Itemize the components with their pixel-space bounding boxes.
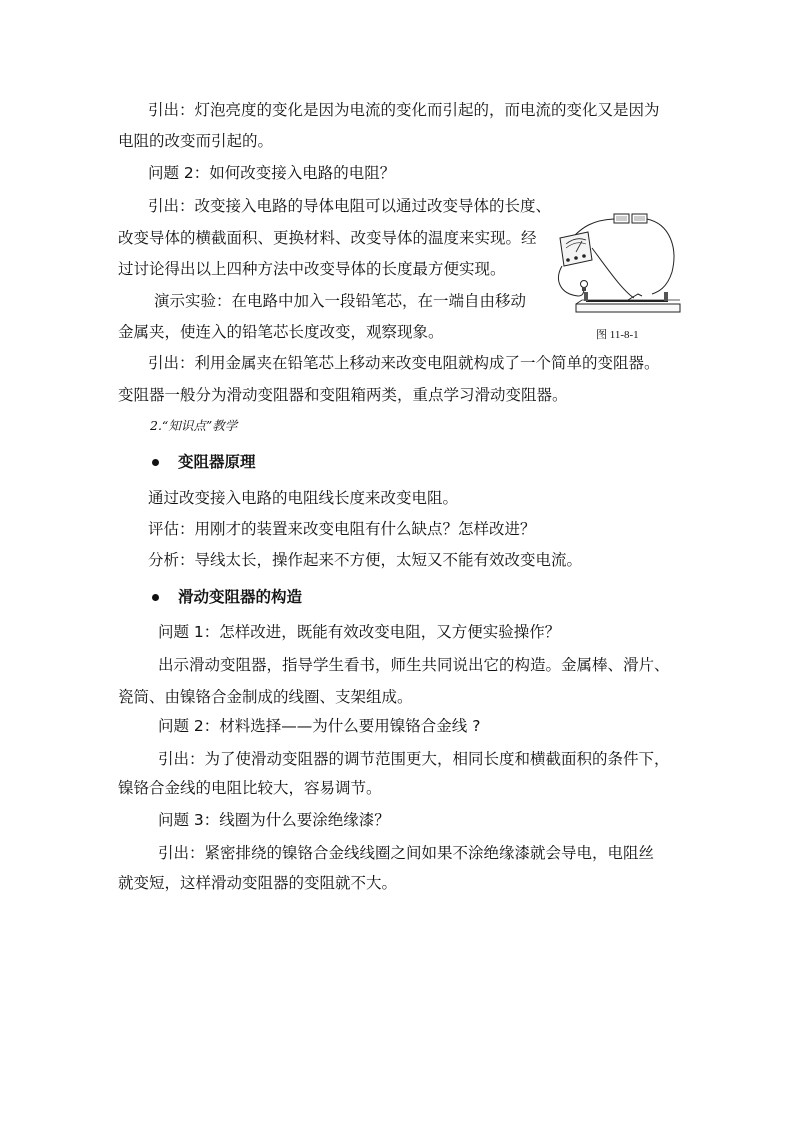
question-line: 问题 2：材料选择——为什么要用镍铬合金线 ? <box>158 717 481 735</box>
bulb-icon <box>581 281 588 292</box>
question-line: 问题 3：线圈为什么要涂绝缘漆？ <box>158 811 390 829</box>
paragraph-line: 电阻的改变而引起的。 <box>118 132 274 150</box>
paragraph-line: 镍铬合金线的电阻比较大，容易调节。 <box>118 779 382 797</box>
ammeter-icon <box>560 232 592 266</box>
section-heading: 滑动变阻器的构造 <box>178 588 303 606</box>
bullet-icon <box>152 594 159 601</box>
paragraph-line: 就变短，这样滑动变阻器的变阻就不大。 <box>118 874 398 892</box>
paragraph-line: 过讨论得出以上四种方法中改变导体的长度最方便实现。 <box>118 260 506 278</box>
paragraph-line: 分析：导线太长，操作起来不方便，太短又不能有效改变电流。 <box>148 551 583 569</box>
section-heading: 变阻器原理 <box>178 453 256 471</box>
paragraph-line: 引出：紧密排绕的镍铬合金线线圈之间如果不涂绝缘漆就会导电，电阻丝 <box>158 844 655 862</box>
paragraph-line: 出示滑动变阻器，指导学生看书，师生共同说出它的构造。金属棒、滑片、 <box>158 656 670 674</box>
question-line: 问题 1：怎样改进，既能有效改变电阻，又方便实验操作？ <box>158 623 561 641</box>
paragraph-line: 引出：改变接入电路的导体电阻可以通过改变导体的长度、 <box>148 197 552 215</box>
paragraph-line: 改变导体的横截面积、更换材料、改变导体的温度来实现。经 <box>118 229 537 247</box>
question-line: 问题 2：如何改变接入电路的电阻？ <box>148 164 396 182</box>
paragraph-line: 引出：利用金属夹在铅笔芯上移动来改变电阻就构成了一个简单的变阻器。 <box>148 354 660 372</box>
paragraph-line: 金属夹，使连入的铅笔芯长度改变，观察现象。 <box>118 323 444 341</box>
paragraph-line: 变阻器一般分为滑动变阻器和变阻箱两类，重点学习滑动变阻器。 <box>118 386 568 404</box>
handwritten-subtitle: 2.“知识点”教学 <box>150 418 238 433</box>
paragraph-line: 通过改变接入电路的电阻线长度来改变电阻。 <box>148 489 459 507</box>
paragraph-line: 引出：灯泡亮度的变化是因为电流的变化而引起的，而电流的变化又是因为 <box>148 101 660 119</box>
paragraph-line: 演示实验：在电路中加入一段铅笔芯，在一端自由移动 <box>154 292 527 310</box>
figure-caption: 图 11-8-1 <box>596 329 639 341</box>
circuit-figure <box>552 208 687 336</box>
paragraph-line: 评估：用刚才的装置来改变电阻有什么缺点？怎样改进？ <box>148 520 536 538</box>
battery-icon <box>614 214 647 223</box>
bullet-icon <box>152 459 159 466</box>
paragraph-line: 瓷筒、由镍铬合金制成的线圈、支架组成。 <box>118 688 413 706</box>
paragraph-line: 引出：为了使滑动变阻器的调节范围更大，相同长度和横截面积的条件下， <box>158 750 670 768</box>
pencil-lead-board-icon <box>576 292 680 312</box>
